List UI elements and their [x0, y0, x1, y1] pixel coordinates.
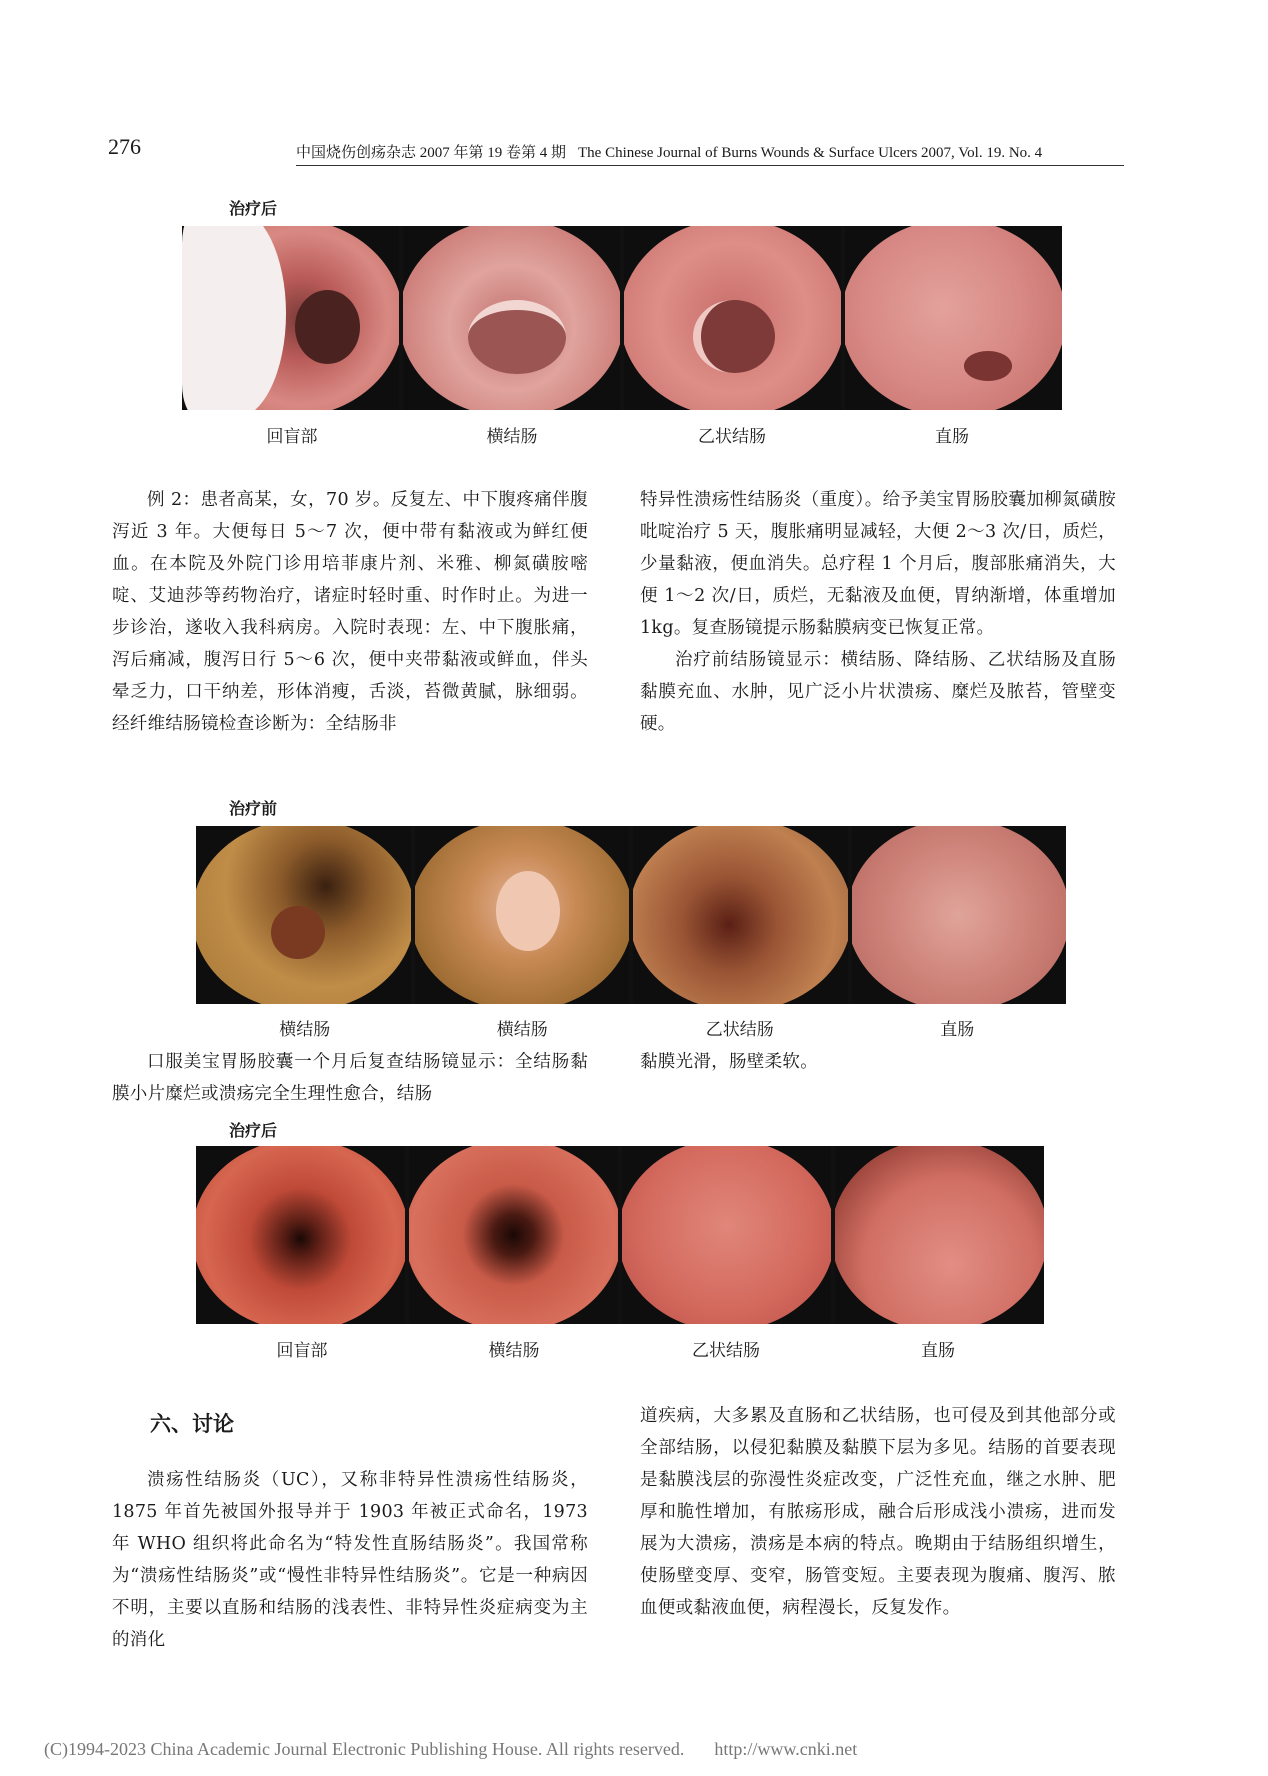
case2-right-column: [640, 484, 1116, 740]
figure2-caption-1: 横结肠: [279, 1020, 331, 1040]
figure1-caption-1: 回盲部: [266, 427, 318, 447]
running-header: [296, 141, 1124, 166]
figure3-images: [196, 1146, 1044, 1324]
endoscopy-photo-ileocecal: [182, 226, 399, 410]
case2-right-text-2: 治疗前结肠镜显示：横结肠、降结肠、乙状结肠及直肠黏膜充血、水肿，见广泛小片状溃疡、糜烂及脓苔，管壁变硬。: [640, 650, 1116, 734]
footer-url: http://www.cnki.net: [714, 1739, 858, 1759]
case2-left-column: [112, 484, 588, 740]
discussion-right-column: [640, 1400, 1116, 1624]
figure1-caption-3: 乙状结肠: [698, 427, 766, 447]
discussion-left-text: 溃疡性结肠炎（UC），又称非特异性溃疡性结肠炎，1875 年首先被国外报导并于 1903 年被正式命名，1973 年 WHO 组织将此命名为“特发性直肠结肠炎”。我国常称为“溃疡性结肠炎”或“慢性非特异性结肠炎”。它是一种病因不明，主要以直肠和结肠的浅表性、非特异性炎症病变为主的消化: [112, 1470, 588, 1650]
figure2-images: [196, 826, 1066, 1004]
endoscopy-photo-transverse-colon-1: [196, 826, 411, 1004]
copyright-text: (C)1994-2023 China Academic Journal Electronic Publishing House. All rights reserved.: [44, 1739, 685, 1759]
figure1-label: 治疗后: [229, 199, 278, 218]
figure3-caption-4: 直肠: [921, 1341, 955, 1361]
figure3-caption-2: 横结肠: [488, 1341, 540, 1361]
followup-right-text: 黏膜光滑，肠壁柔软。: [640, 1052, 818, 1072]
endoscopy-photo-sigmoid-colon: [624, 226, 841, 410]
followup-right-column: [640, 1046, 1116, 1078]
header-en: The Chinese Journal of Burns Wounds & Surface Ulcers 2007, Vol. 19. No. 4: [578, 145, 1043, 161]
endoscopy-photo-rectum: [852, 826, 1067, 1004]
section-heading-discussion: 六、讨论: [150, 1412, 234, 1436]
header-cn: 中国烧伤创疡杂志 2007 年第 19 卷第 4 期: [296, 145, 567, 161]
figure3-caption-3: 乙状结肠: [692, 1341, 760, 1361]
figure1-images: [182, 226, 1062, 410]
figure2-caption-3: 乙状结肠: [705, 1020, 774, 1040]
discussion-right-text: 道疾病，大多累及直肠和乙状结肠，也可侵及到其他部分或全部结肠，以侵犯黏膜及黏膜下层为多见。结肠的首要表现是黏膜浅层的弥漫性炎症改变，广泛性充血，继之水肿、肥厚和脆性增加，有脓疡形成，融合后形成浅小溃疡，进而发展为大溃疡，溃疡是本病的特点。晚期由于结肠组织增生，使肠壁变厚、变窄，肠管变短。主要表现为腹痛、腹泻、脓血便或黏液血便，病程漫长，反复发作。: [640, 1406, 1116, 1618]
endoscopy-photo-rectum: [845, 226, 1062, 410]
endoscopy-photo-sigmoid-colon: [622, 1146, 831, 1324]
page-number: 276: [108, 134, 141, 159]
discussion-left-column: [112, 1464, 588, 1656]
figure1-caption-4: 直肠: [935, 427, 969, 447]
endoscopy-photo-transverse-colon-2: [415, 826, 630, 1004]
case2-left-text: 例 2：患者高某，女，70 岁。反复左、中下腹疼痛伴腹泻近 3 年。大便每日 5～7 次，便中带有黏液或为鲜红便血。在本院及外院门诊用培菲康片剂、米雅、柳氮磺胺嘧啶、艾迪莎等药物治疗，诸症时轻时重、时作时止。为进一步诊治，遂收入我科病房。入院时表现：左、中下腹胀痛，泻后痛减，腹泻日行 5～6 次，便中夹带黏液或鲜血，伴头晕乏力，口干纳差，形体消瘦，舌淡，苔微黄腻，脉细弱。经纤维结肠镜检查诊断为：全结肠非: [112, 490, 588, 734]
figure3-caption-1: 回盲部: [276, 1341, 328, 1361]
figure2-caption-4: 直肠: [940, 1020, 975, 1040]
endoscopy-photo-ileocecal: [196, 1146, 405, 1324]
figure3-captions: [196, 1336, 1044, 1361]
endoscopy-photo-sigmoid-colon: [633, 826, 848, 1004]
endoscopy-photo-transverse-colon: [409, 1146, 618, 1324]
figure2-caption-2: 横结肠: [496, 1020, 548, 1040]
figure2-captions: [196, 1015, 1066, 1040]
figure1-caption-2: 横结肠: [486, 427, 538, 447]
endoscopy-photo-rectum: [835, 1146, 1044, 1324]
endoscopy-photo-transverse-colon: [403, 226, 620, 410]
followup-left-text: 口服美宝胃肠胶囊一个月后复查结肠镜显示：全结肠黏膜小片糜烂或溃疡完全生理性愈合，结肠: [112, 1052, 588, 1104]
figure2-label: 治疗前: [229, 799, 278, 818]
followup-left-column: [112, 1046, 588, 1110]
copyright-footer: [44, 1739, 857, 1760]
case2-right-text-1: 特异性溃疡性结肠炎（重度）。给予美宝胃肠胶囊加柳氮磺胺吡啶治疗 5 天，腹胀痛明显减轻，大便 2～3 次/日，质烂，少量黏液，便血消失。总疗程 1 个月后，腹部胀痛消失，大便 1～2 次/日，质烂，无黏液及血便，胃纳渐增，体重增加 1kg。复查肠镜提示肠黏膜病变已恢复正常。: [640, 490, 1116, 638]
figure1-captions: [182, 422, 1062, 447]
figure3-label: 治疗后: [229, 1121, 278, 1140]
